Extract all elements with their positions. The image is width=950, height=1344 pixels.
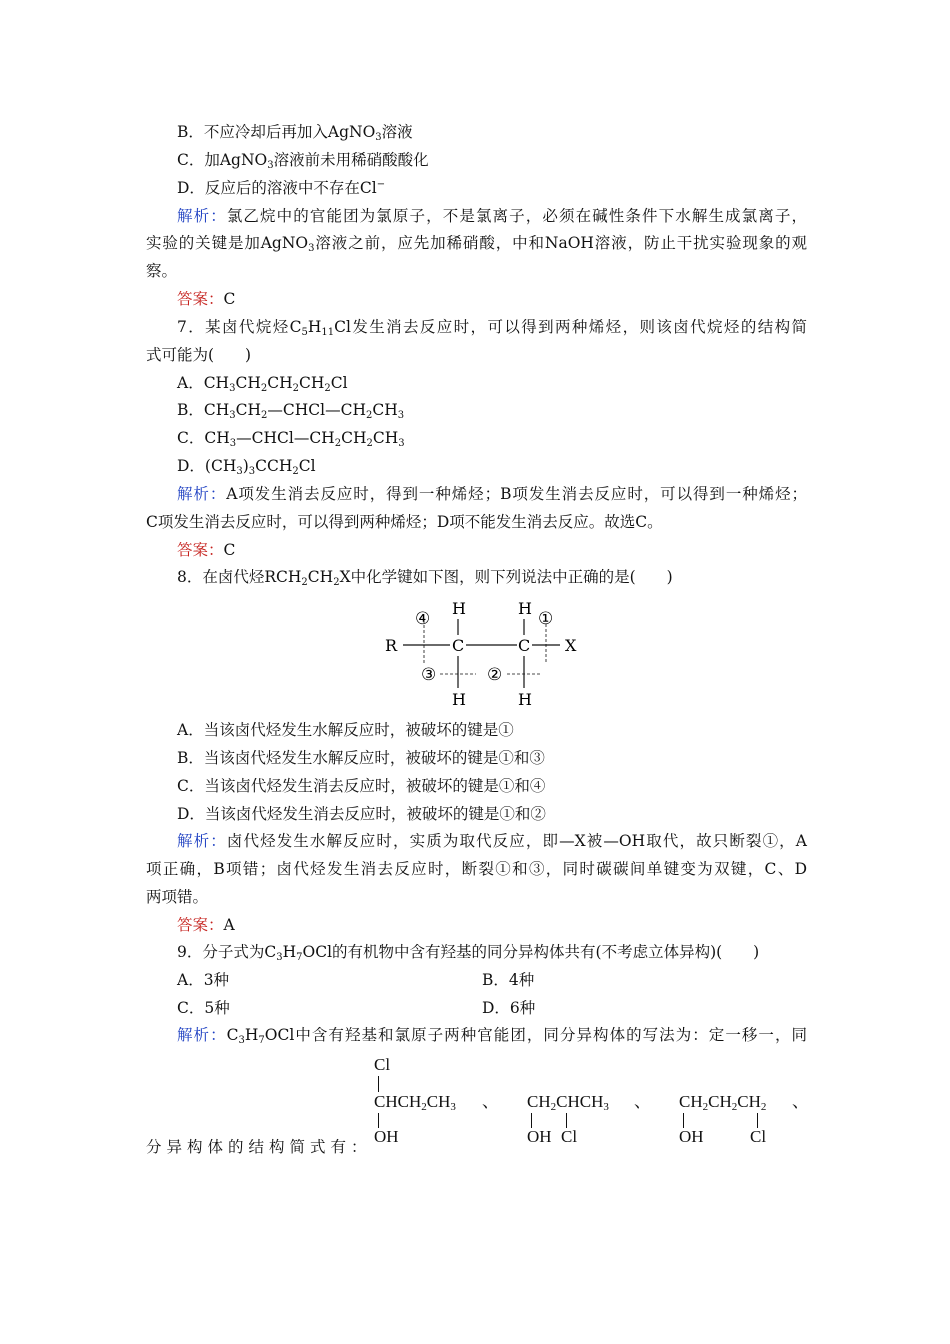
analysis-label: 解析：	[177, 1026, 227, 1044]
struct3-cl: Cl	[750, 1127, 767, 1146]
q6-answer: 答案：C	[177, 290, 236, 308]
atom-h: H	[518, 690, 532, 709]
struct2-bond-cl	[566, 1113, 567, 1128]
analysis-label: 解析：	[177, 485, 227, 503]
separator: 、	[792, 1092, 809, 1111]
q6-analysis-line2: 实验的关键是加AgNO$_3$溶液之前，应先加稀硝酸，中和NaOH溶液，防止干扰实验现象的观	[146, 234, 808, 254]
struct1-oh: OH	[374, 1127, 399, 1146]
answer-label: 答案：	[177, 290, 224, 308]
q8-analysis-line2: 项正确，B项错；卤代烃发生消去反应时，断裂①和③，同时碳碳间单键变为双键，C、D	[146, 860, 807, 878]
struct3-bond-oh	[683, 1113, 684, 1128]
bond-label-4: ④	[415, 609, 431, 629]
struct1-main: $CHCH_2CH_3$	[374, 1092, 456, 1113]
q8-analysis-line1: 解析：卤代烃发生水解反应时，实质为取代反应，即—X被—OH取代，故只断裂①，A	[177, 832, 807, 850]
analysis-label: 解析：	[177, 832, 227, 850]
bond-label-3: ③	[421, 665, 437, 685]
q9-analysis-line2: 分异构体的结构简式有：	[146, 1138, 372, 1156]
q6-option-c: C．加AgNO$_3$溶液前未用稀硝酸酸化	[177, 151, 429, 171]
q8-option-a: A．当该卤代烃发生水解反应时，被破坏的键是①	[177, 721, 514, 739]
q6-option-b: B．不应冷却后再加入AgNO$_3$溶液	[177, 123, 413, 143]
struct2-oh: OH	[527, 1127, 552, 1146]
q9-option-a: A．3种	[177, 971, 230, 989]
bond-label-1: ①	[538, 609, 554, 629]
q8-option-b: B．当该卤代烃发生水解反应时，被破坏的键是①和③	[177, 749, 545, 767]
q7-stem-line1: 7．某卤代烷烃$C_5H_{11}Cl$发生消去反应时，可以得到两种烯烃，则该卤代烷烃的结构简	[177, 318, 807, 338]
atom-h: H	[518, 599, 532, 618]
struct1-bond-top	[378, 1076, 379, 1092]
q7-option-d: D．$(CH_3)_3CCH_2Cl$	[177, 457, 316, 477]
atom-c2: C	[518, 636, 531, 655]
q9-option-b: B．4种	[482, 971, 535, 989]
struct1-bond-bottom	[378, 1113, 379, 1128]
struct3-oh: OH	[679, 1127, 704, 1146]
atom-c1: C	[452, 636, 465, 655]
q7-option-c: C．$CH_3—CHCl—CH_2CH_2CH_3$	[177, 429, 405, 449]
atom-h: H	[452, 599, 466, 618]
q9-stem: 9．分子式为$C_3H_7OCl$的有机物中含有羟基的同分异构体共有(不考虑立体异构)( )	[177, 943, 760, 963]
q7-option-a: A．$CH_3CH_2CH_2CH_2Cl$	[177, 374, 348, 394]
separator: 、	[634, 1092, 651, 1111]
struct3-bond-cl	[757, 1113, 758, 1128]
q8-option-d: D．当该卤代烃发生消去反应时，被破坏的键是①和②	[177, 805, 546, 823]
struct2-bond-oh	[531, 1113, 532, 1128]
q9-analysis-line1: 解析：$C_3H_7OCl$中含有羟基和氯原子两种官能团，同分异构体的写法为：定一移一，同	[177, 1026, 807, 1046]
answer-label: 答案：	[177, 916, 224, 934]
bond-label-2: ②	[487, 665, 503, 685]
struct2-cl: Cl	[561, 1127, 578, 1146]
q7-answer: 答案：C	[177, 541, 236, 559]
q9-option-c: C．5种	[177, 999, 230, 1017]
answer-label: 答案：	[177, 541, 224, 559]
q9-option-d: D．6种	[482, 999, 536, 1017]
q8-option-c: C．当该卤代烃发生消去反应时，被破坏的键是①和④	[177, 777, 546, 795]
separator: 、	[482, 1092, 499, 1111]
bond-diagram	[380, 598, 590, 713]
atom-x: X	[565, 636, 577, 655]
struct1-cl: Cl	[374, 1055, 391, 1074]
q7-option-b: B．$CH_3CH_2—CHCl—CH_2CH_3$	[177, 401, 405, 421]
q6-option-d: D．反应后的溶液中不存在Cl−	[177, 179, 386, 197]
q6-analysis-line3: 察。	[146, 262, 178, 280]
q8-answer: 答案：A	[177, 916, 235, 934]
q7-analysis-line2: C项发生消去反应时，可以得到两种烯烃；D项不能发生消去反应。故选C。	[146, 513, 663, 531]
q7-analysis-line1: 解析：A项发生消去反应时，得到一种烯烃；B项发生消去反应时，可以得到一种烯烃；	[177, 485, 807, 503]
q8-analysis-line3: 两项错。	[146, 888, 209, 906]
q8-stem: 8．在卤代烃$RCH_2CH_2X$中化学键如下图，则下列说法中正确的是( )	[177, 568, 673, 588]
q7-stem-line2: 式可能为( )	[146, 346, 252, 364]
atom-h: H	[452, 690, 466, 709]
struct3-main: $CH_2CH_2CH_2$	[679, 1092, 767, 1113]
struct2-main: $CH_2CHCH_3$	[527, 1092, 609, 1113]
q6-analysis-line1: 解析：氯乙烷中的官能团为氯原子，不是氯离子，必须在碱性条件下水解生成氯离子，	[177, 207, 807, 225]
atom-r: R	[385, 636, 398, 655]
analysis-label: 解析：	[177, 207, 227, 225]
